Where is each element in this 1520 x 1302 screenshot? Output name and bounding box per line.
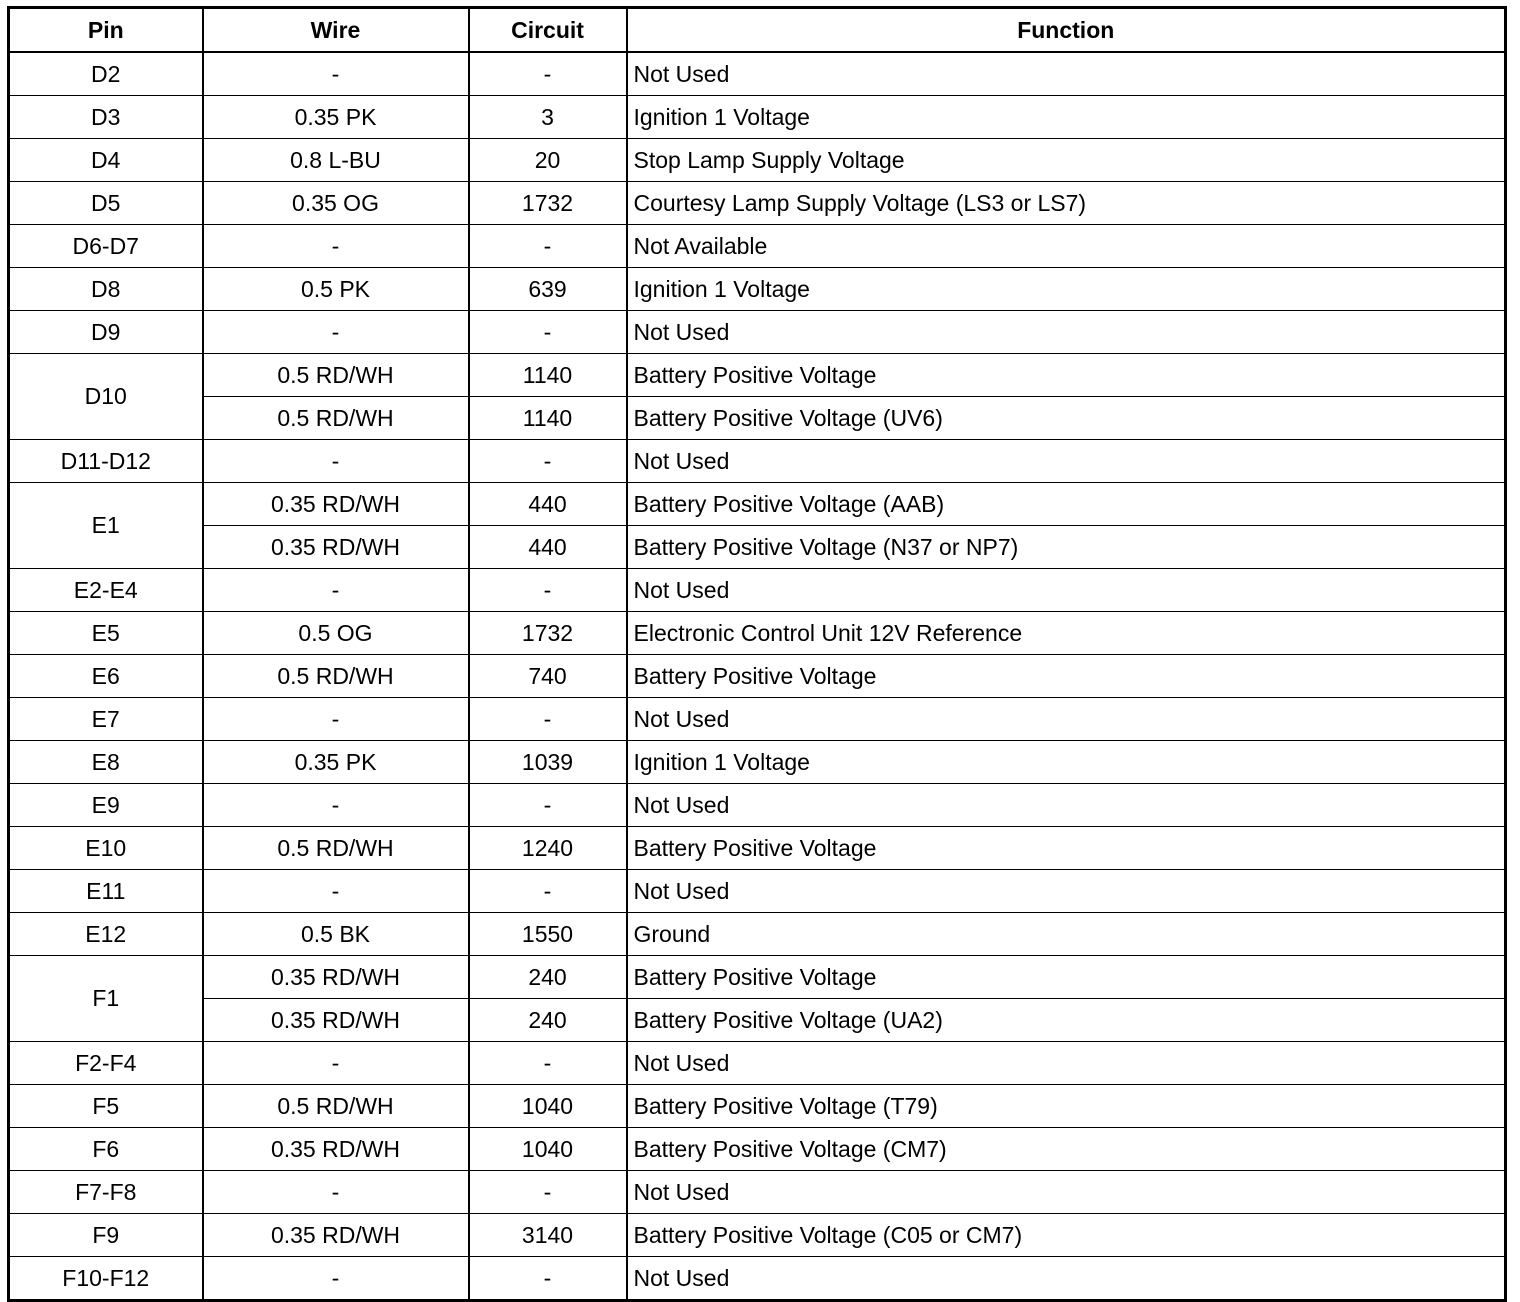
table-row — [9, 827, 1506, 870]
circuit-cell: 440 — [469, 526, 627, 569]
function-cell: Battery Positive Voltage (N37 or NP7) — [627, 526, 1506, 569]
table-row — [9, 182, 1506, 225]
pin-cell: F9 — [9, 1214, 203, 1257]
wire-cell: 0.5 RD/WH — [203, 655, 469, 698]
circuit-cell: 1140 — [469, 397, 627, 440]
pin-cell: E1 — [9, 483, 203, 569]
function-cell: Battery Positive Voltage (UV6) — [627, 397, 1506, 440]
function-cell: Battery Positive Voltage — [627, 354, 1506, 397]
function-cell: Battery Positive Voltage (AAB) — [627, 483, 1506, 526]
circuit-cell: - — [469, 1042, 627, 1085]
pin-cell: D2 — [9, 52, 203, 96]
table-row — [9, 483, 1506, 526]
table-row — [9, 913, 1506, 956]
circuit-cell: - — [469, 440, 627, 483]
circuit-cell: 1040 — [469, 1085, 627, 1128]
function-cell: Battery Positive Voltage — [627, 655, 1506, 698]
wire-cell: 0.35 OG — [203, 182, 469, 225]
function-cell: Not Used — [627, 1171, 1506, 1214]
circuit-cell: 1550 — [469, 913, 627, 956]
table-row — [9, 1042, 1506, 1085]
pin-cell: E8 — [9, 741, 203, 784]
table-row — [9, 741, 1506, 784]
table-row — [9, 526, 1506, 569]
table-row — [9, 1214, 1506, 1257]
function-cell: Stop Lamp Supply Voltage — [627, 139, 1506, 182]
wire-cell: - — [203, 698, 469, 741]
wire-cell: - — [203, 1171, 469, 1214]
header-circuit: Circuit — [469, 8, 627, 53]
wire-cell: 0.35 RD/WH — [203, 1214, 469, 1257]
function-cell: Battery Positive Voltage (T79) — [627, 1085, 1506, 1128]
table-body — [9, 52, 1506, 1301]
function-cell: Ignition 1 Voltage — [627, 268, 1506, 311]
pin-cell: E10 — [9, 827, 203, 870]
pin-cell: D11-D12 — [9, 440, 203, 483]
wire-cell: 0.5 RD/WH — [203, 827, 469, 870]
function-cell: Battery Positive Voltage — [627, 827, 1506, 870]
circuit-cell: 1140 — [469, 354, 627, 397]
wire-cell: 0.8 L-BU — [203, 139, 469, 182]
function-cell: Electronic Control Unit 12V Reference — [627, 612, 1506, 655]
header-wire: Wire — [203, 8, 469, 53]
pin-cell: D8 — [9, 268, 203, 311]
circuit-cell: - — [469, 1257, 627, 1301]
pin-cell: D10 — [9, 354, 203, 440]
circuit-cell: 240 — [469, 956, 627, 999]
table-row — [9, 354, 1506, 397]
wire-cell: - — [203, 52, 469, 96]
function-cell: Ignition 1 Voltage — [627, 741, 1506, 784]
circuit-cell: - — [469, 569, 627, 612]
circuit-cell: 440 — [469, 483, 627, 526]
pin-cell: D6-D7 — [9, 225, 203, 268]
function-cell: Not Used — [627, 698, 1506, 741]
pin-cell: E9 — [9, 784, 203, 827]
circuit-cell: 1732 — [469, 182, 627, 225]
circuit-cell: 1039 — [469, 741, 627, 784]
wire-cell: 0.5 BK — [203, 913, 469, 956]
table-row — [9, 784, 1506, 827]
function-cell: Not Used — [627, 440, 1506, 483]
wire-cell: 0.5 PK — [203, 268, 469, 311]
function-cell: Battery Positive Voltage (UA2) — [627, 999, 1506, 1042]
function-cell: Not Used — [627, 784, 1506, 827]
wire-cell: 0.35 RD/WH — [203, 956, 469, 999]
pin-cell: E11 — [9, 870, 203, 913]
wire-cell: - — [203, 311, 469, 354]
function-cell: Battery Positive Voltage — [627, 956, 1506, 999]
pin-cell: F7-F8 — [9, 1171, 203, 1214]
table-header — [9, 8, 1506, 53]
pin-cell: D5 — [9, 182, 203, 225]
header-row — [9, 8, 1506, 53]
function-cell: Not Available — [627, 225, 1506, 268]
pin-cell: F6 — [9, 1128, 203, 1171]
pin-cell: D9 — [9, 311, 203, 354]
circuit-cell: 20 — [469, 139, 627, 182]
function-cell: Not Used — [627, 52, 1506, 96]
pin-cell: E6 — [9, 655, 203, 698]
circuit-cell: 1240 — [469, 827, 627, 870]
table-row — [9, 612, 1506, 655]
circuit-cell: 3 — [469, 96, 627, 139]
circuit-cell: - — [469, 1171, 627, 1214]
circuit-cell: 1732 — [469, 612, 627, 655]
function-cell: Not Used — [627, 1042, 1506, 1085]
wire-cell: 0.5 OG — [203, 612, 469, 655]
circuit-cell: - — [469, 870, 627, 913]
wire-cell: 0.5 RD/WH — [203, 354, 469, 397]
function-cell: Battery Positive Voltage (CM7) — [627, 1128, 1506, 1171]
pin-cell: D4 — [9, 139, 203, 182]
table-row — [9, 655, 1506, 698]
wire-cell: 0.35 RD/WH — [203, 526, 469, 569]
table-row — [9, 440, 1506, 483]
pin-cell: E7 — [9, 698, 203, 741]
function-cell: Ground — [627, 913, 1506, 956]
function-cell: Not Used — [627, 1257, 1506, 1301]
circuit-cell: 3140 — [469, 1214, 627, 1257]
table-row — [9, 52, 1506, 96]
table-row — [9, 1128, 1506, 1171]
table-row — [9, 139, 1506, 182]
circuit-cell: - — [469, 225, 627, 268]
function-cell: Not Used — [627, 311, 1506, 354]
function-cell: Ignition 1 Voltage — [627, 96, 1506, 139]
table-row — [9, 999, 1506, 1042]
wire-cell: - — [203, 1042, 469, 1085]
circuit-cell: 1040 — [469, 1128, 627, 1171]
table-row — [9, 397, 1506, 440]
wire-cell: 0.35 PK — [203, 741, 469, 784]
table-row — [9, 956, 1506, 999]
circuit-cell: - — [469, 311, 627, 354]
pin-function-table — [7, 6, 1507, 1302]
circuit-cell: 240 — [469, 999, 627, 1042]
table-row — [9, 1171, 1506, 1214]
function-cell: Courtesy Lamp Supply Voltage (LS3 or LS7) — [627, 182, 1506, 225]
wire-cell: - — [203, 440, 469, 483]
table-row — [9, 1085, 1506, 1128]
pin-cell: E12 — [9, 913, 203, 956]
wire-cell: 0.35 RD/WH — [203, 483, 469, 526]
wire-cell: - — [203, 870, 469, 913]
pin-cell: D3 — [9, 96, 203, 139]
wire-cell: 0.35 PK — [203, 96, 469, 139]
function-cell: Battery Positive Voltage (C05 or CM7) — [627, 1214, 1506, 1257]
table-row — [9, 96, 1506, 139]
wire-cell: - — [203, 784, 469, 827]
pin-cell: E5 — [9, 612, 203, 655]
wire-cell: 0.35 RD/WH — [203, 1128, 469, 1171]
table-row — [9, 569, 1506, 612]
pin-cell: F2-F4 — [9, 1042, 203, 1085]
wire-cell: 0.5 RD/WH — [203, 1085, 469, 1128]
wire-cell: 0.35 RD/WH — [203, 999, 469, 1042]
table-row — [9, 268, 1506, 311]
table-row — [9, 311, 1506, 354]
pin-cell: F1 — [9, 956, 203, 1042]
table-row — [9, 1257, 1506, 1301]
function-cell: Not Used — [627, 870, 1506, 913]
header-function: Function — [627, 8, 1506, 53]
table-row — [9, 698, 1506, 741]
circuit-cell: 639 — [469, 268, 627, 311]
wire-cell: 0.5 RD/WH — [203, 397, 469, 440]
function-cell: Not Used — [627, 569, 1506, 612]
circuit-cell: - — [469, 698, 627, 741]
wire-cell: - — [203, 1257, 469, 1301]
circuit-cell: - — [469, 784, 627, 827]
table-row — [9, 870, 1506, 913]
pin-cell: F5 — [9, 1085, 203, 1128]
circuit-cell: - — [469, 52, 627, 96]
wire-cell: - — [203, 569, 469, 612]
pin-cell: F10-F12 — [9, 1257, 203, 1301]
wire-cell: - — [203, 225, 469, 268]
pin-cell: E2-E4 — [9, 569, 203, 612]
table-row — [9, 225, 1506, 268]
header-pin: Pin — [9, 8, 203, 53]
circuit-cell: 740 — [469, 655, 627, 698]
